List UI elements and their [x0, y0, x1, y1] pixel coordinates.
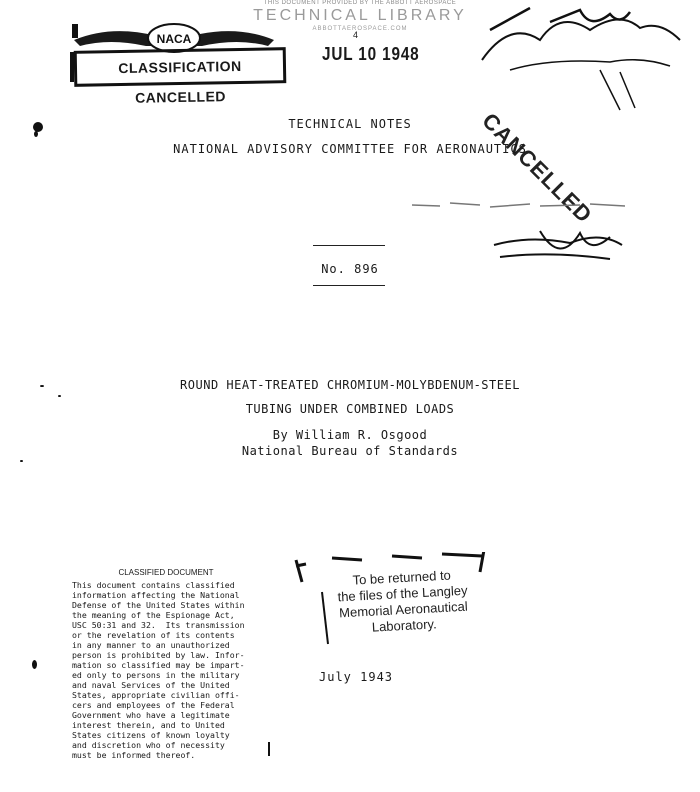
- return-stamp: [316, 566, 489, 639]
- scan-speck: [20, 460, 23, 462]
- series-title: TECHNICAL NOTES: [288, 117, 412, 131]
- date-stamp-mark: 4: [353, 30, 359, 40]
- report-title-line1: ROUND HEAT-TREATED CHROMIUM-MOLYBDENUM-STEEL: [180, 378, 520, 392]
- cancelled-stamp: CANCELLED: [477, 108, 598, 228]
- faint-stamp-marks: [410, 195, 630, 215]
- return-stamp-line2: the files of the Langley: [337, 582, 468, 605]
- svg-text:NACA: NACA: [156, 32, 192, 46]
- scan-speck: [268, 742, 270, 756]
- return-stamp-line1: To be returned to: [352, 567, 452, 588]
- classified-notice: This document contains classified information affecting the National Defense of the United States within the meaning of the Espionage Act, USC 50:31 and 32. Its transmission or the revelation of its contents in any manner to an unauthorized person is prohibited by law. Infor- mation so classified may be impart- ed only to persons in the military and naval Services of the United States, appropriate civilian offi- cers and employees of the Federal Government who have a legitimate interest therein, and to United States citizens of known loyalty and discretion who of necessity must be informed thereof.: [72, 580, 245, 760]
- return-stamp-line4: Laboratory.: [371, 616, 437, 635]
- committee-title: NATIONAL ADVISORY COMMITTEE FOR AERONAUTICS: [173, 142, 527, 156]
- scan-speck: [34, 131, 38, 137]
- watermark-provider-text: THIS DOCUMENT PROVIDED BY THE ABBOTT AEROSPACE: [263, 0, 457, 6]
- publication-date: July 1943: [319, 670, 394, 684]
- divider-bottom: [313, 285, 385, 286]
- report-title-line2: TUBING UNDER COMBINED LOADS: [245, 402, 455, 416]
- scan-speck: [40, 385, 44, 387]
- affiliation: National Bureau of Standards: [241, 444, 459, 458]
- scan-speck: [58, 395, 61, 397]
- classification-cancelled-stamp: CLASSIFICATION CANCELLED: [74, 47, 287, 87]
- watermark-library-title: TECHNICAL LIBRARY: [253, 7, 467, 24]
- author: By William R. Osgood: [272, 428, 428, 442]
- scan-speck: [32, 660, 37, 669]
- handwritten-signature: [470, 0, 700, 120]
- divider-top: [313, 245, 385, 246]
- report-number: No. 896: [321, 262, 379, 276]
- classified-heading: CLASSIFIED DOCUMENT: [118, 568, 214, 577]
- date-stamp: JUL 10 1948: [322, 44, 420, 64]
- watermark-url: ABBOTTAEROSPACE.COM: [312, 26, 408, 32]
- return-stamp-line3: Memorial Aeronautical: [338, 598, 469, 621]
